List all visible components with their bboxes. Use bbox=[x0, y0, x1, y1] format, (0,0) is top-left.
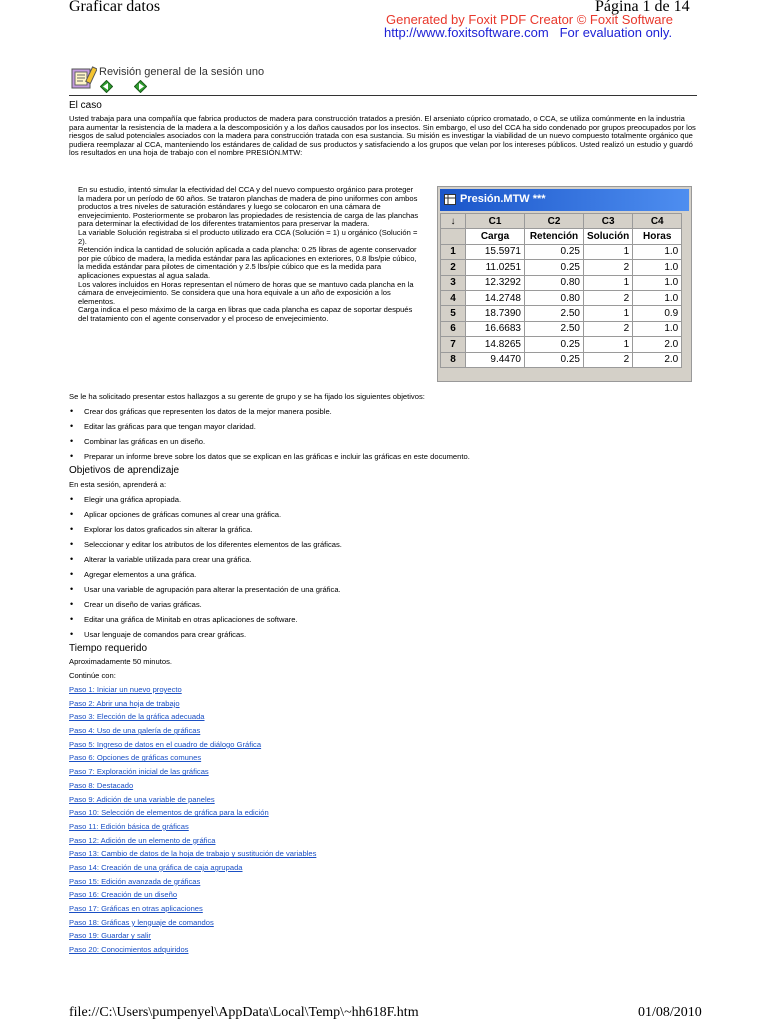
watermark-url-line bbox=[384, 25, 672, 40]
list-item: • Aplicar opciones de gráficas comunes al crear una gráfica. bbox=[69, 510, 689, 525]
table-cell[interactable]: 9.4470 bbox=[466, 352, 525, 367]
table-cell[interactable]: 1.0 bbox=[633, 260, 682, 275]
step-link[interactable]: Paso 16: Creación de un diseño bbox=[69, 890, 178, 900]
worksheet-window bbox=[437, 186, 692, 382]
section-title: Revisión general de la sesión uno bbox=[99, 66, 265, 78]
step-link[interactable]: Paso 9: Adición de una variable de paneles bbox=[69, 794, 215, 804]
column-name[interactable]: Carga bbox=[466, 229, 525, 244]
step-link[interactable]: Paso 17: Gráficas en otras aplicaciones bbox=[69, 904, 203, 913]
learning-list bbox=[69, 495, 689, 645]
table-row bbox=[441, 306, 682, 321]
page-header-title: Graficar datos bbox=[69, 0, 161, 15]
time-text: Aproximadamente 50 minutos. bbox=[69, 657, 172, 666]
watermark-note: For evaluation only. bbox=[559, 25, 673, 40]
table-cell[interactable]: 2.50 bbox=[525, 321, 584, 336]
watermark-line: Generated by Foxit PDF Creator © Foxit Software bbox=[386, 12, 674, 27]
table-cell[interactable]: 1 bbox=[584, 244, 633, 259]
list-item: • Preparar un informe breve sobre los datos que se explican en las gráficas e incluir las gráficas en este documento. bbox=[69, 452, 689, 467]
table-cell[interactable]: 0.80 bbox=[525, 290, 584, 305]
list-item: • Seleccionar y editar los atributos de los diferentes elementos de las gráficas. bbox=[69, 540, 689, 555]
list-item: • Elegir una gráfica apropiada. bbox=[69, 495, 689, 510]
table-cell[interactable]: 0.25 bbox=[525, 244, 584, 259]
table-cell[interactable]: 14.8265 bbox=[466, 337, 525, 352]
steps-list bbox=[69, 685, 316, 959]
table-row bbox=[441, 352, 682, 367]
study-description bbox=[78, 186, 420, 324]
list-item: • Usar lenguaje de comandos para crear gráficas. bbox=[69, 630, 689, 645]
table-cell[interactable]: 2.0 bbox=[633, 352, 682, 367]
table-row bbox=[441, 321, 682, 336]
row-number[interactable]: 1 bbox=[441, 244, 466, 259]
table-cell[interactable]: 2.0 bbox=[633, 337, 682, 352]
step-link[interactable]: Paso 2: Abrir una hoja de trabajo bbox=[69, 698, 180, 708]
table-row bbox=[441, 244, 682, 259]
list-item: • Crear un diseño de varias gráficas. bbox=[69, 600, 689, 615]
worksheet-table bbox=[440, 213, 682, 368]
column-id[interactable]: C4 bbox=[633, 214, 682, 229]
table-cell[interactable]: 1 bbox=[584, 337, 633, 352]
worksheet-icon bbox=[444, 194, 456, 205]
learning-heading: Objetivos de aprendizaje bbox=[69, 465, 180, 476]
row-number[interactable]: 4 bbox=[441, 290, 466, 305]
worksheet-titlebar bbox=[440, 189, 689, 211]
study-paragraph: En su estudio, intentó simular la efectividad del CCA y del nuevo compuesto orgánico para proteger la madera por un período de 60 años. Se trataron planchas de madera de pino uniformes con ambos productos a tres niveles de saturación estándares y luego se colocaron en una cámara de envejecimiento. Posteriormente se probaron las propiedades de resistencia de carga de las planchas para determinar la efectividad de los diferentes tratamientos para preservar la madera. bbox=[78, 185, 419, 229]
step-link[interactable]: Paso 10: Selección de elementos de gráfica para la edición bbox=[69, 808, 269, 818]
row-number[interactable]: 6 bbox=[441, 321, 466, 336]
study-paragraph: Retención indica la cantidad de solución aplicada a cada plancha: 0.25 libras de agente conservador por pie cúbico de madera, la medida estándar para las aplicaciones en exteriores, 0.8 lbs/pie cúbico, la medida estándar para pilotes de cimentación y 2.5 lbs/pie cúbico que es la medida para aplicaciones expuestas al agua salada. bbox=[78, 245, 417, 280]
list-item: • Alterar la variable utilizada para crear una gráfica. bbox=[69, 555, 689, 570]
step-link[interactable]: Paso 19: Guardar y salir bbox=[69, 931, 151, 941]
column-id[interactable]: C1 bbox=[466, 214, 525, 229]
column-name[interactable]: Retención bbox=[525, 229, 584, 244]
step-link[interactable]: Paso 3: Elección de la gráfica adecuada bbox=[69, 712, 205, 722]
step-link[interactable]: Paso 6: Opciones de gráficas comunes bbox=[69, 753, 202, 763]
row-number[interactable]: 8 bbox=[441, 352, 466, 367]
footer-date: 01/08/2010 bbox=[638, 1005, 702, 1020]
learning-intro: En esta sesión, aprenderá a: bbox=[69, 480, 167, 489]
table-cell[interactable]: 1.0 bbox=[633, 321, 682, 336]
row-number[interactable]: 3 bbox=[441, 275, 466, 290]
column-id[interactable]: C2 bbox=[525, 214, 584, 229]
table-cell[interactable]: 0.25 bbox=[525, 260, 584, 275]
study-paragraph: La variable Solución registraba si el producto utilizado era CCA (Solución = 1) u orgánico (Solución = 2). bbox=[78, 227, 418, 246]
column-name[interactable]: Horas bbox=[633, 229, 682, 244]
objectives-list bbox=[69, 407, 689, 467]
list-item: • Usar una variable de agrupación para alterar la presentación de una gráfica. bbox=[69, 585, 689, 600]
step-link[interactable]: Paso 18: Gráficas y lenguaje de comandos bbox=[69, 917, 214, 927]
table-cell[interactable]: 1.0 bbox=[633, 290, 682, 305]
table-cell[interactable]: 1 bbox=[584, 275, 633, 290]
table-cell[interactable]: 2 bbox=[584, 321, 633, 336]
list-item: • Agregar elementos a una gráfica. bbox=[69, 570, 689, 585]
table-cell[interactable]: 2 bbox=[584, 352, 633, 367]
step-link[interactable]: Paso 4: Uso de una galería de gráficas bbox=[69, 726, 201, 736]
table-cell[interactable]: 1.0 bbox=[633, 275, 682, 290]
table-cell[interactable]: 14.2748 bbox=[466, 290, 525, 305]
step-link[interactable]: Paso 5: Ingreso de datos en el cuadro de diálogo Gráfica bbox=[69, 739, 262, 749]
list-item: • Editar las gráficas para que tengan mayor claridad. bbox=[69, 422, 689, 437]
worksheet-rows bbox=[441, 244, 682, 367]
page-number: Página 1 de 14 bbox=[595, 0, 690, 15]
footer-file-path: file://C:\Users\pumpenyel\AppData\Local\Temp\~hh618F.htm bbox=[69, 1005, 419, 1020]
row-number[interactable]: 5 bbox=[441, 306, 466, 321]
time-heading: Tiempo requerido bbox=[69, 643, 148, 654]
table-cell[interactable]: 1 bbox=[584, 306, 633, 321]
row-number[interactable]: 2 bbox=[441, 260, 466, 275]
table-row bbox=[441, 337, 682, 352]
step-link[interactable]: Paso 8: Destacado bbox=[69, 780, 134, 790]
table-row bbox=[441, 275, 682, 290]
corner-blank bbox=[441, 229, 466, 244]
step-link[interactable]: Paso 13: Cambio de datos de la hoja de trabajo y sustitución de variables bbox=[69, 849, 317, 859]
step-link[interactable]: Paso 20: Conocimientos adquiridos bbox=[69, 945, 189, 955]
list-item: • Explorar los datos graficados sin alterar la gráfica. bbox=[69, 525, 689, 540]
table-cell[interactable]: 2 bbox=[584, 260, 633, 275]
case-text: Usted trabaja para una compañía que fabrica productos de madera para construcción tratados a presión. El arseniato cúprico cromatado, o CCA, se utiliza comúnmente en la industria para aumentar la resistencia de la madera a la descomposición y a los daños causados por los insectos. Sin embargo, el uso del CCA ha sido condenado por grupos preocupados por los riesgos de salud potenciales asociados con la madera para construcción tratada con esa sustancia. Su misión es investigar la viabilidad de un nuevo compuesto totalmente orgánico que pudiera reemplazar al CCA, manteniendo los estándares de calidad de sus productos y satisfaciendo a los grupos que velan por los intereses públicos. Usted realizó un estudio y guardó los resultados en una hoja de trabajo con el nombre PRESIÓN.MTW: bbox=[69, 114, 696, 158]
watermark-url[interactable]: http://www.foxitsoftware.com bbox=[384, 25, 549, 40]
step-link[interactable]: Paso 14: Creación de una gráfica de caja agrupada bbox=[69, 862, 243, 872]
table-cell[interactable]: 0.25 bbox=[525, 352, 584, 367]
table-row bbox=[441, 260, 682, 275]
header-divider bbox=[69, 95, 697, 96]
table-cell[interactable]: 0.9 bbox=[633, 306, 682, 321]
column-id[interactable]: C3 bbox=[584, 214, 633, 229]
table-cell[interactable]: 2 bbox=[584, 290, 633, 305]
table-cell[interactable]: 0.25 bbox=[525, 337, 584, 352]
step-link[interactable]: Paso 15: Edición avanzada de gráficas bbox=[69, 876, 201, 886]
table-row bbox=[441, 290, 682, 305]
step-link[interactable]: Paso 7: Exploración inicial de las gráficas bbox=[69, 767, 209, 777]
objectives-intro: Se le ha solicitado presentar estos hallazgos a su gerente de grupo y se ha fijado los siguientes objetivos: bbox=[69, 392, 425, 401]
list-item: • Editar una gráfica de Minitab en otras aplicaciones de software. bbox=[69, 615, 689, 630]
table-cell[interactable]: 1.0 bbox=[633, 244, 682, 259]
forward-arrow-icon[interactable] bbox=[134, 80, 147, 93]
row-number[interactable]: 7 bbox=[441, 337, 466, 352]
session-book-icon bbox=[71, 66, 97, 90]
table-cell[interactable]: 11.0251 bbox=[466, 260, 525, 275]
study-paragraph: Carga indica el peso máximo de la carga en libras que cada plancha es capaz de soportar después del tratamiento con el agente conservador y el proceso de envejecimiento. bbox=[78, 305, 413, 323]
step-link[interactable]: Paso 12: Adición de un elemento de gráfica bbox=[69, 835, 216, 845]
step-link[interactable]: Paso 1: Iniciar un nuevo proyecto bbox=[69, 685, 182, 694]
table-cell[interactable]: 16.6683 bbox=[466, 321, 525, 336]
list-item: • Crear dos gráficas que representen los datos de la mejor manera posible. bbox=[69, 407, 689, 422]
table-cell[interactable]: 12.3292 bbox=[466, 275, 525, 290]
continue-label: Continúe con: bbox=[69, 671, 116, 680]
corner-cell[interactable]: ↓ bbox=[441, 214, 466, 229]
back-arrow-icon[interactable] bbox=[100, 80, 113, 93]
case-heading: El caso bbox=[69, 100, 102, 111]
study-paragraph: Los valores incluidos en Horas representan el número de horas que se mantuvo cada plancha en la cámara de envejecimiento. Se considera que una hora equivale a un año de exposición a los elementos. bbox=[78, 279, 414, 306]
table-cell[interactable]: 0.80 bbox=[525, 275, 584, 290]
worksheet-title: Presión.MTW *** bbox=[460, 193, 546, 205]
step-link[interactable]: Paso 11: Edición básica de gráficas bbox=[69, 821, 189, 831]
list-item: • Combinar las gráficas en un diseño. bbox=[69, 437, 689, 452]
table-cell[interactable]: 15.5971 bbox=[466, 244, 525, 259]
column-name[interactable]: Solución bbox=[584, 229, 633, 244]
table-cell[interactable]: 18.7390 bbox=[466, 306, 525, 321]
table-cell[interactable]: 2.50 bbox=[525, 306, 584, 321]
